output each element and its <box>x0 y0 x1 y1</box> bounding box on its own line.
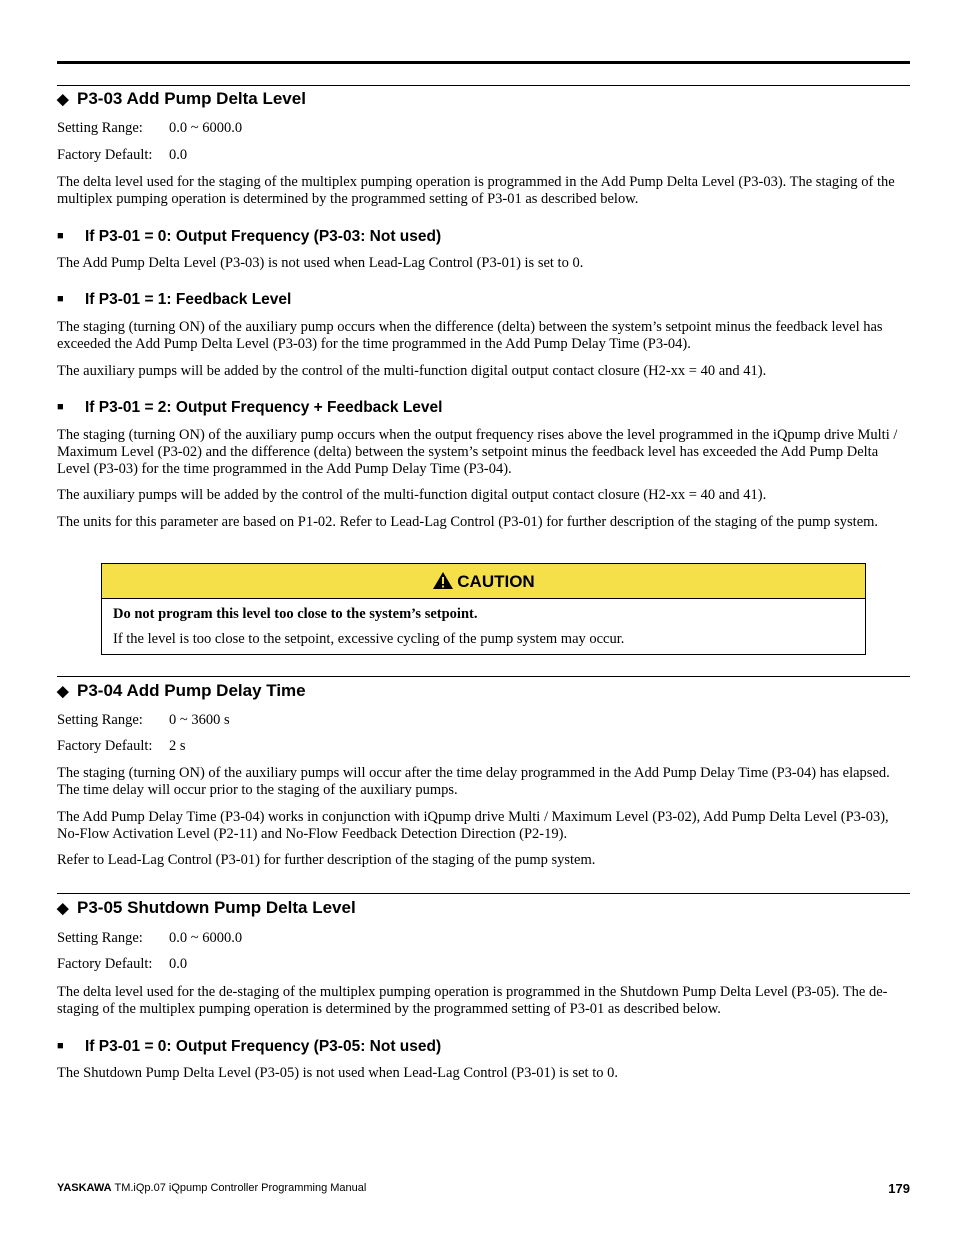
paragraph: The staging (turning ON) of the auxiliary pump occurs when the difference (delta) between the system’s setpoint minus the feedback level has exceeded the Add Pump Delta Level (P3-03) for the time programmed in the Add Pump Delay Time (P3-04). <box>57 319 883 352</box>
square-bullet-icon: ■ <box>57 293 64 305</box>
paragraph: The Add Pump Delta Level (P3-03) is not used when Lead-Lag Control (P3-01) is set to 0. <box>57 255 584 271</box>
footer-doc-title: TM.iQp.07 iQpump Controller Programming Manual <box>114 1182 367 1194</box>
subsection-heading <box>57 227 441 246</box>
section-title: P3-05 Shutdown Pump Delta Level <box>77 898 356 917</box>
subsection-heading <box>57 1037 441 1056</box>
factory-default-label: Factory Default: <box>57 738 153 754</box>
factory-default <box>57 738 186 755</box>
setting-range-value: 0 ~ 3600 s <box>169 712 230 728</box>
section-heading-p3-04 <box>57 681 306 702</box>
square-bullet-icon: ■ <box>57 1040 64 1052</box>
caution-text: If the level is too close to the setpoint, excessive cycling of the pump system may occur. <box>113 631 625 647</box>
subsection-title: If P3-01 = 1: Feedback Level <box>85 291 292 308</box>
paragraph: The staging (turning ON) of the auxiliary pump occurs when the output frequency rises above the level programmed in the iQpump drive Multi / Maximum Level (P3-02) and the difference (delta) between the system’s setpoint minus the feedback level has exceeded the Add Pump Delta Level (P3-03) for the time programmed in the Add Pump Delay Time (P3-04). <box>57 427 898 477</box>
setting-range <box>57 930 242 947</box>
diamond-bullet-icon: ◆ <box>57 900 69 917</box>
top-rule <box>57 61 910 64</box>
diamond-bullet-icon: ◆ <box>57 683 69 700</box>
subsection-title: If P3-01 = 0: Output Frequency (P3-05: Not used) <box>85 1038 442 1055</box>
setting-range <box>57 120 242 137</box>
paragraph: The Add Pump Delay Time (P3-04) works in conjunction with iQpump drive Multi / Maximum Level (P3-02), Add Pump Delta Level (P3-03), No-Flow Activation Level (P2-11) and No-Flow Feedback Detection Direction (P2-19). <box>57 809 889 842</box>
section-title: P3-04 Add Pump Delay Time <box>77 681 306 700</box>
subsection-title: If P3-01 = 2: Output Frequency + Feedback Level <box>85 399 443 416</box>
paragraph: The staging (turning ON) of the auxiliary pumps will occur after the time delay programmed in the Add Pump Delay Time (P3-04) has elapsed. The time delay will occur prior to the staging of the auxiliary pumps. <box>57 765 890 798</box>
setting-range-value: 0.0 ~ 6000.0 <box>169 930 243 946</box>
diamond-bullet-icon: ◆ <box>57 91 69 108</box>
section-heading-p3-05 <box>57 898 356 919</box>
setting-range-label: Setting Range: <box>57 930 143 946</box>
paragraph: Refer to Lead-Lag Control (P3-01) for further description of the staging of the pump system. <box>57 852 596 868</box>
setting-range-value: 0.0 ~ 6000.0 <box>169 120 243 136</box>
setting-range-label: Setting Range: <box>57 120 143 136</box>
factory-default-label: Factory Default: <box>57 147 153 163</box>
caution-header <box>102 564 865 599</box>
factory-default <box>57 956 187 973</box>
subsection-title: If P3-01 = 0: Output Frequency (P3-03: Not used) <box>85 228 442 245</box>
caution-bold-text: Do not program this level too close to the system’s setpoint. <box>113 606 478 622</box>
paragraph: The auxiliary pumps will be added by the control of the multi-function digital output contact closure (H2-xx = 40 and 41). <box>57 487 767 503</box>
factory-default <box>57 147 187 164</box>
warning-triangle-icon <box>432 571 454 590</box>
square-bullet-icon: ■ <box>57 401 64 413</box>
section-divider <box>57 676 910 677</box>
paragraph: The auxiliary pumps will be added by the control of the multi-function digital output contact closure (H2-xx = 40 and 41). <box>57 363 767 379</box>
setting-range <box>57 712 230 729</box>
footer-brand: YASKAWA <box>57 1182 112 1194</box>
section-divider <box>57 893 910 894</box>
paragraph: The units for this parameter are based on P1-02. Refer to Lead-Lag Control (P3-01) for further description of the staging of the pump system. <box>57 514 879 530</box>
section-title: P3-03 Add Pump Delta Level <box>77 89 306 108</box>
subsection-heading <box>57 290 291 309</box>
section-divider <box>57 85 910 86</box>
factory-default-label: Factory Default: <box>57 956 153 972</box>
paragraph: The delta level used for the de-staging of the multiplex pumping operation is programmed in the Shutdown Pump Delta Level (P3-05). The de-staging of the multiplex pumping operation is determined by the programmed setting of P3-01 as described below. <box>57 984 888 1017</box>
square-bullet-icon: ■ <box>57 230 64 242</box>
footer-doc-info <box>57 1182 366 1194</box>
factory-default-value: 2 s <box>169 738 186 754</box>
setting-range-label: Setting Range: <box>57 712 143 728</box>
paragraph: The delta level used for the staging of the multiplex pumping operation is programmed in the Add Pump Delta Level (P3-03). The staging of the multiplex pumping operation is determined by the programmed setting of P3-01 as described below. <box>57 174 895 207</box>
subsection-heading <box>57 398 442 417</box>
page-number: 179 <box>888 1181 910 1196</box>
paragraph: The Shutdown Pump Delta Level (P3-05) is not used when Lead-Lag Control (P3-01) is set to 0. <box>57 1065 618 1081</box>
section-heading-p3-03 <box>57 89 306 110</box>
factory-default-value: 0.0 <box>169 956 188 972</box>
caution-box <box>101 563 866 655</box>
factory-default-value: 0.0 <box>169 147 188 163</box>
caution-label: CAUTION <box>457 572 535 591</box>
